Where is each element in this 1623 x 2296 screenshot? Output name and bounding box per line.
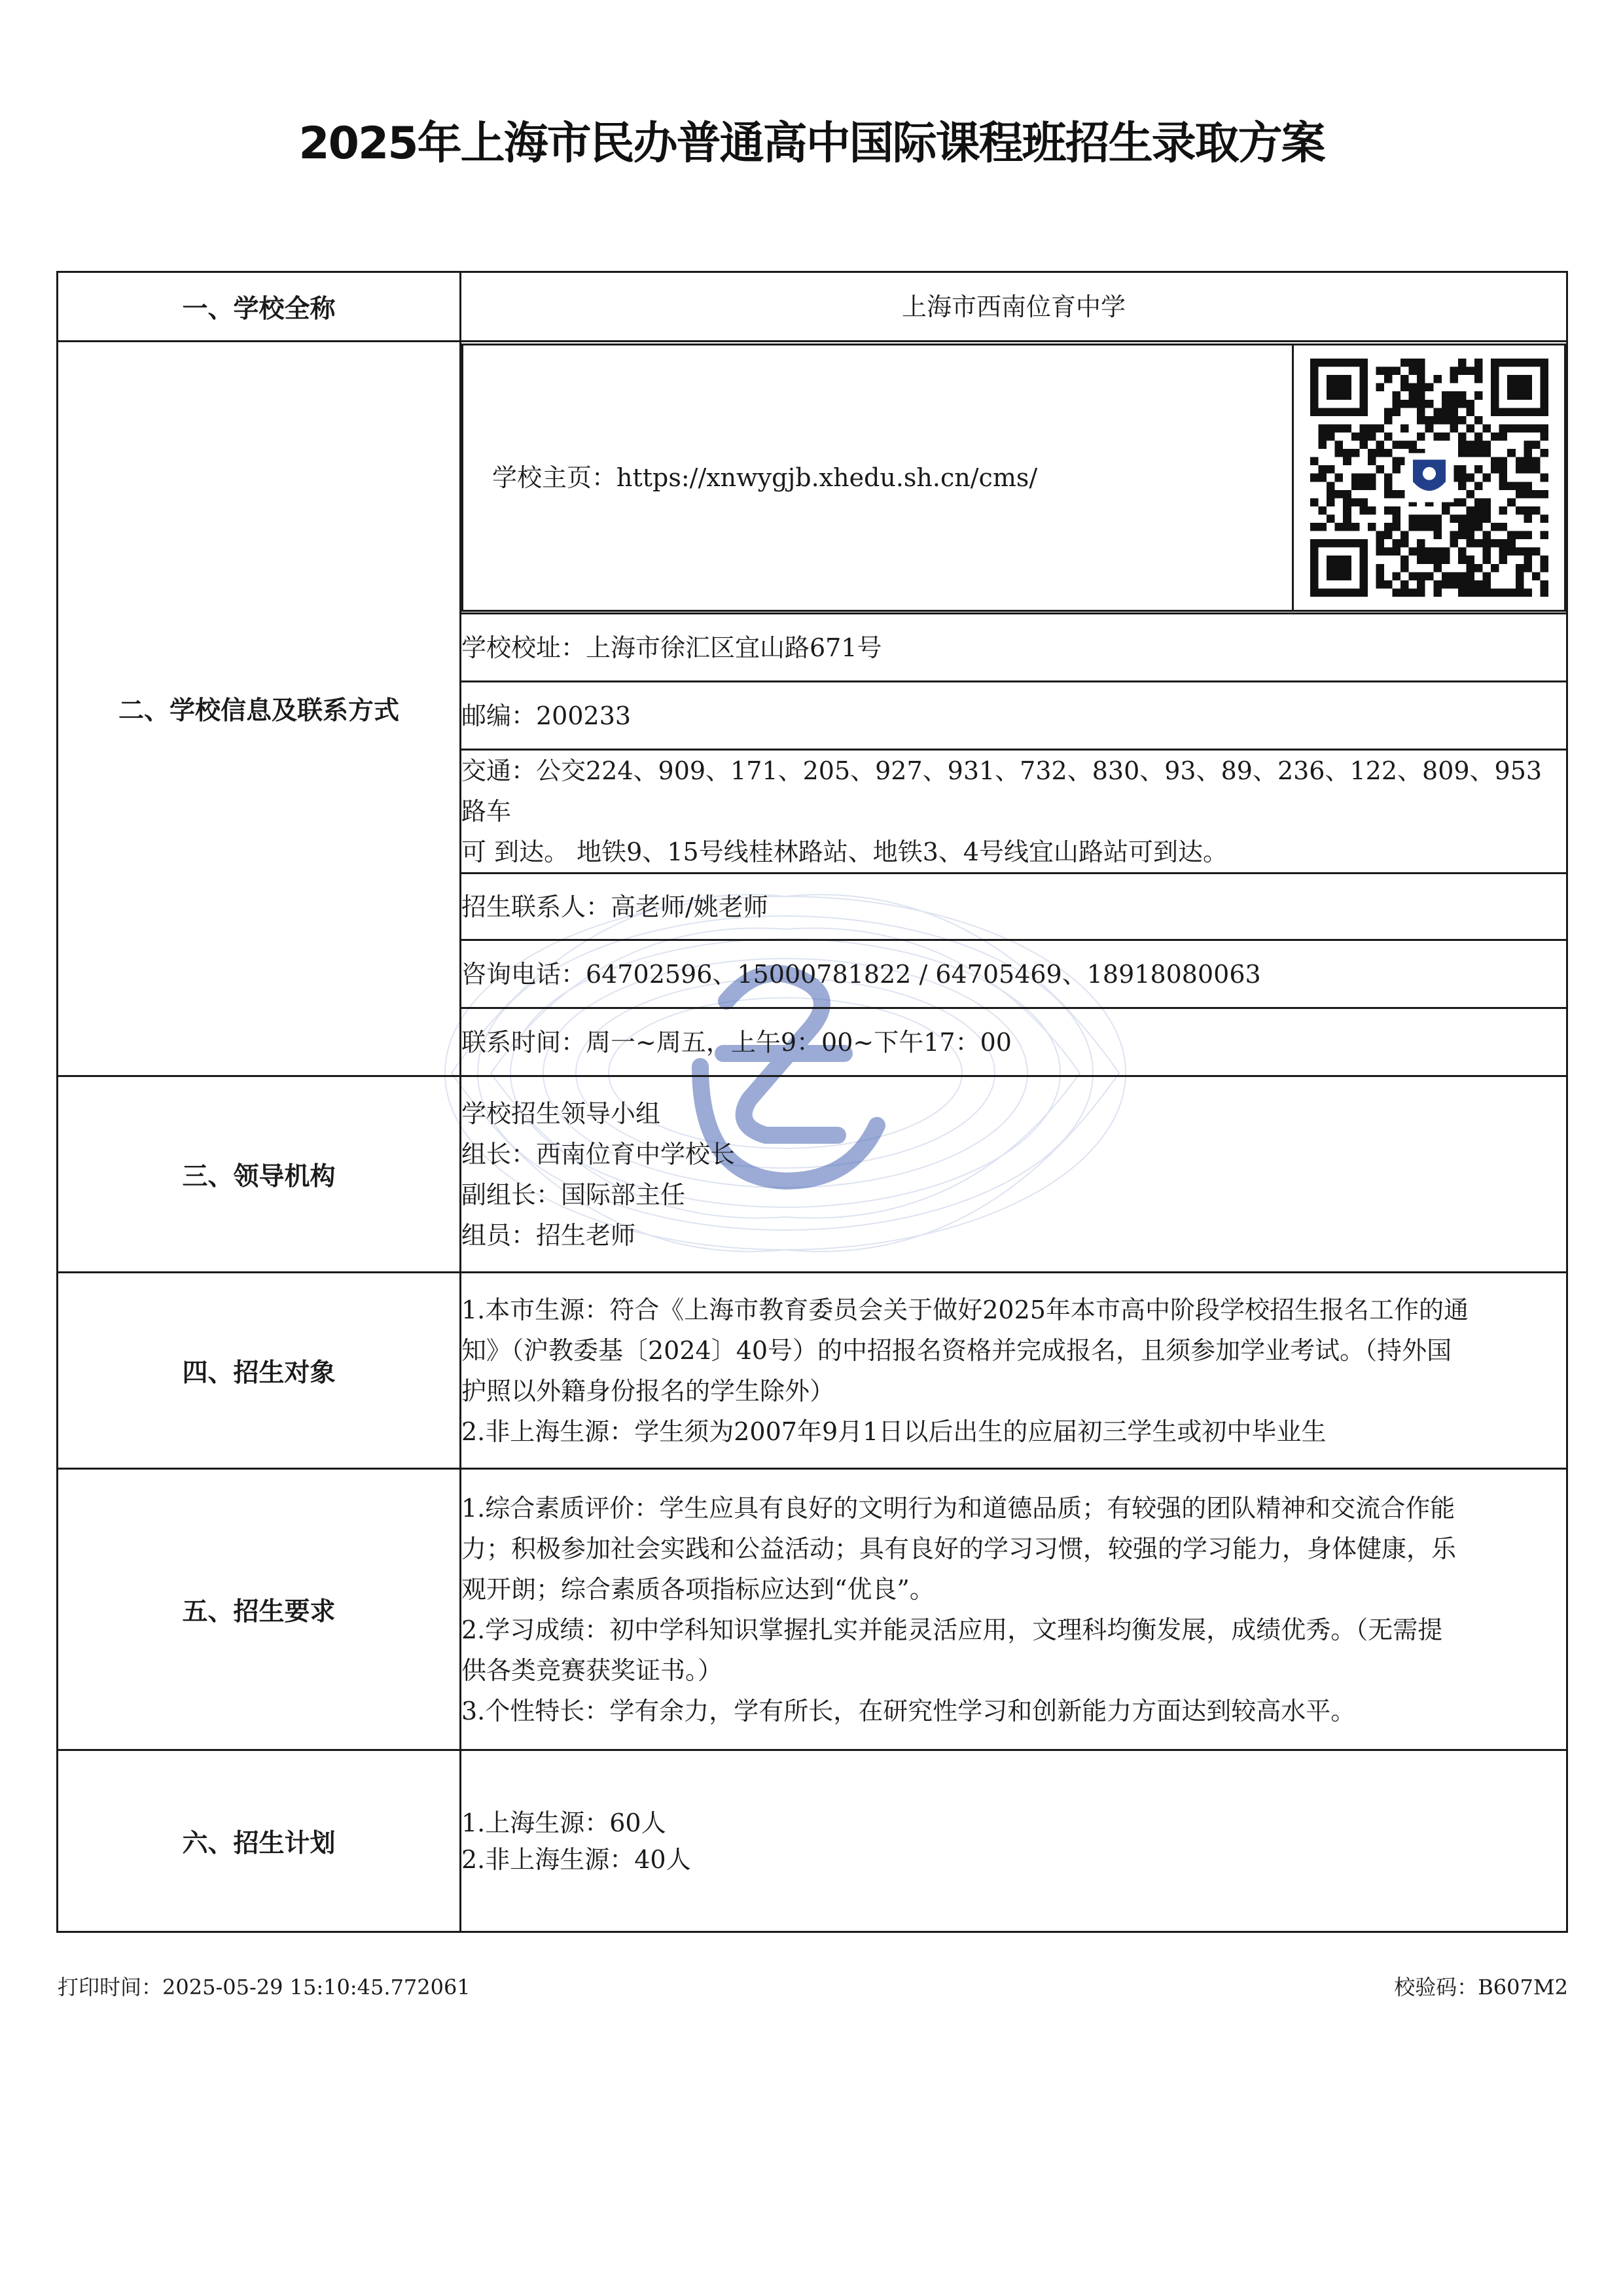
row-school-name — [58, 272, 1567, 342]
requirements-line: 1.综合素质评价：学生应具有良好的文明行为和道德品质；有较强的团队精神和交流合作能 — [461, 1493, 1455, 1523]
transport-line-1: 交通：公交224、909、171、205、927、931、732、830、93、89、236、122、809、953路车 — [461, 756, 1543, 826]
label-school-name: 一、学校全称 — [58, 272, 461, 342]
label-school-info: 二、学校信息及联系方式 — [58, 342, 461, 1076]
label-plan: 六、招生计划 — [58, 1750, 461, 1932]
requirements-content — [461, 1469, 1567, 1750]
verify-code: 校验码：B607M2 — [1394, 1975, 1568, 2000]
page-title: 2025年上海市民办普通高中国际课程班招生录取方案 — [298, 118, 1325, 169]
plan-content — [461, 1750, 1567, 1932]
leadership-line: 组长：西南位育中学校长 — [461, 1139, 736, 1169]
school-transport — [461, 750, 1567, 874]
target-line: 护照以外籍身份报名的学生除外） — [461, 1376, 835, 1405]
row-leadership — [58, 1076, 1567, 1273]
row-requirements — [58, 1469, 1567, 1750]
admission-table — [56, 271, 1568, 1933]
leadership-content — [461, 1076, 1567, 1273]
plan-line: 1.上海生源：60人 — [461, 1808, 666, 1837]
target-line: 知》（沪教委基〔2024〕40号）的中招报名资格并完成报名，且须参加学业考试。（持外国 — [461, 1335, 1452, 1365]
row-target — [58, 1273, 1567, 1469]
consult-phone: 咨询电话：64702596、15000781822 / 64705469、18918080063 — [461, 940, 1567, 1008]
row-plan — [58, 1750, 1567, 1932]
label-target: 四、招生对象 — [58, 1273, 461, 1469]
school-homepage[interactable]: 学校主页：https://xnwygjb.xhedu.sh.cn/cms/ — [463, 344, 1293, 610]
leadership-line: 组员：招生老师 — [461, 1220, 636, 1250]
qr-cell — [1293, 344, 1565, 610]
admission-contact: 招生联系人：高老师/姚老师 — [461, 874, 1567, 940]
plan-line: 2.非上海生源：40人 — [461, 1845, 691, 1874]
requirements-line: 观开朗；综合素质各项指标应达到“优良”。 — [461, 1574, 935, 1604]
requirements-line: 供各类竞赛获奖证书。） — [461, 1655, 723, 1685]
school-address: 学校校址：上海市徐汇区宜山路671号 — [461, 614, 1567, 682]
leadership-line: 学校招生领导小组 — [461, 1099, 661, 1128]
target-line: 2.非上海生源：学生须为2007年9月1日以后出生的应届初三学生或初中毕业生 — [461, 1417, 1327, 1446]
school-postcode: 邮编：200233 — [461, 682, 1567, 750]
qr-code-icon — [1310, 359, 1548, 597]
school-name-value: 上海市西南位育中学 — [461, 272, 1567, 342]
transport-line-2: 可 到达。 地铁9、15号线桂林路站、地铁3、4号线宜山路站可到达。 — [461, 838, 1228, 866]
target-content — [461, 1273, 1567, 1469]
contact-hours: 联系时间：周一~周五，上午9：00~下午17：00 — [461, 1008, 1567, 1076]
label-leadership: 三、领导机构 — [58, 1076, 461, 1273]
print-time: 打印时间：2025-05-29 15:10:45.772061 — [58, 1975, 471, 2000]
row-homepage — [58, 342, 1567, 614]
target-line: 1.本市生源：符合《上海市教育委员会关于做好2025年本市高中阶段学校招生报名工作的通 — [461, 1295, 1469, 1324]
label-requirements: 五、招生要求 — [58, 1469, 461, 1750]
requirements-line: 力；积极参加社会实践和公益活动；具有良好的学习习惯，较强的学习能力，身体健康，乐 — [461, 1534, 1457, 1563]
requirements-line: 2.学习成绩：初中学科知识掌握扎实并能灵活应用，文理科均衡发展，成绩优秀。（无需提 — [461, 1615, 1443, 1644]
leadership-line: 副组长：国际部主任 — [461, 1180, 686, 1209]
requirements-line: 3.个性特长：学有余力，学有所长，在研究性学习和创新能力方面达到较高水平。 — [461, 1696, 1356, 1725]
